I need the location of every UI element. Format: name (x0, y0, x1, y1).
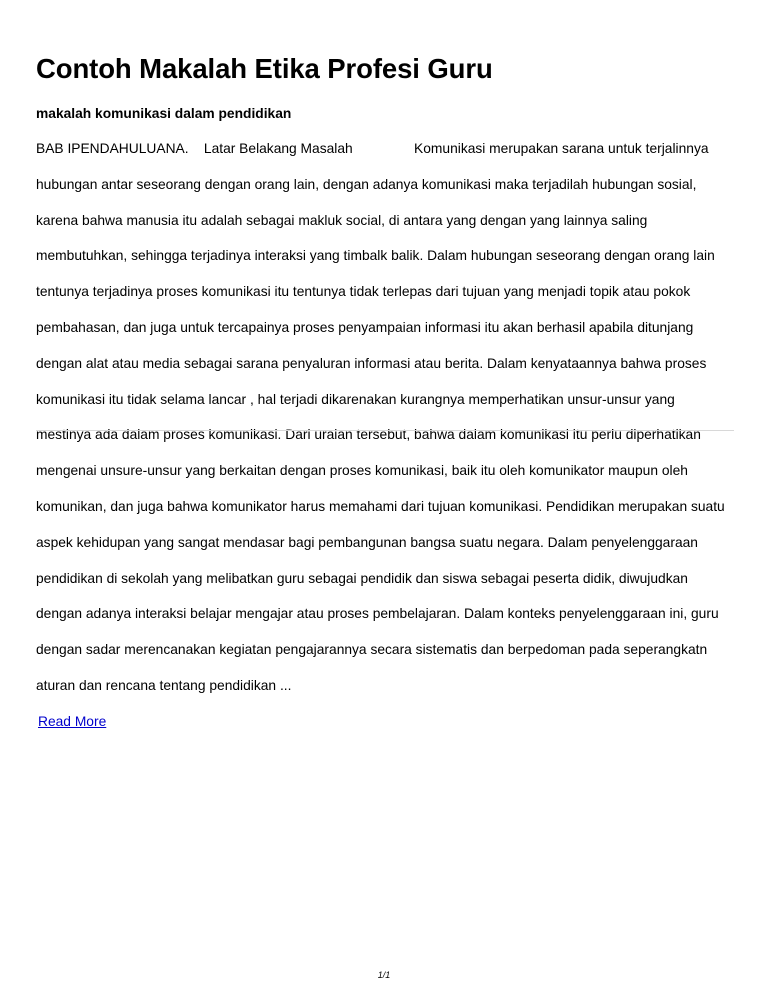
page-number: 1/1 (377, 970, 391, 980)
post-body-line: mengenai unsure-unsur yang berkaitan dengan proses komunikasi, baik itu oleh komunikator maupun oleh (36, 463, 688, 479)
post-body-line: pembahasan, dan juga untuk tercapainya proses penyampaian informasi itu akan berhasil apabila ditunjang (36, 319, 694, 335)
post-body (36, 122, 734, 713)
post-body-line: aturan dan rencana tentang pendidikan ... (36, 678, 292, 694)
document-page (36, 52, 734, 731)
read-more-link[interactable]: Read More (38, 713, 107, 729)
post-body-line: komunikan, dan juga bahwa komunikator harus memahami dari tujuan komunikasi. Pendidikan merupakan suatu (36, 499, 725, 515)
post-divider (36, 430, 734, 431)
post-body-line: BAB IPENDAHULUANA. Latar Belakang Masalah Komunikasi merupakan sarana untuk terjalinnya (36, 140, 709, 156)
post-body-line: hubungan antar seseorang dengan orang lain, dengan adanya komunikasi maka terjadilah hubungan sosial, (36, 176, 697, 192)
post-body-line: aspek kehidupan yang sangat mendasar bagi pembangunan bangsa suatu negara. Dalam penyelenggaraan (36, 534, 698, 550)
post-body-line: membutuhkan, sehingga terjadinya interaksi yang timbalk balik. Dalam hubungan seseorang dengan orang lain (36, 248, 715, 264)
post-body-line: pendidikan di sekolah yang melibatkan guru sebagai pendidik dan siswa sebagai peserta didik, diwujudkan (36, 570, 688, 586)
post-heading: makalah komunikasi dalam pendidikan (36, 106, 292, 121)
post-body-line: dengan alat atau media sebagai sarana penyaluran informasi atau berita. Dalam kenyataannya bahwa proses (36, 355, 707, 371)
post-body-line: tentunya terjadinya proses komunikasi itu tentunya tidak terlepas dari tujuan yang menjadi topik atau pokok (36, 284, 691, 300)
post-body-line: dengan sadar merencanakan kegiatan pengajarannya secara sistematis dan berpedoman pada seperangkatn (36, 642, 708, 658)
post-body-line: dengan adanya interaksi belajar mengajar atau proses pembelajaran. Dalam konteks penyelenggaraan ini, guru (36, 606, 719, 622)
post-body-line: komunikasi itu tidak selama lancar , hal terjadi dikarenakan kurangnya memperhatikan unsur-unsur yang (36, 391, 675, 407)
post-entry (36, 105, 734, 731)
post-body-line: karena bahwa manusia itu adalah sebagai makluk social, di antara yang dengan yang lainnya saling (36, 212, 648, 228)
page-title: Contoh Makalah Etika Profesi Guru (36, 53, 493, 84)
post-body-line: mestinya ada dalam proses komunikasi. Dari uraian tersebut, bahwa dalam komunikasi itu perlu diperhatikan (36, 427, 701, 443)
